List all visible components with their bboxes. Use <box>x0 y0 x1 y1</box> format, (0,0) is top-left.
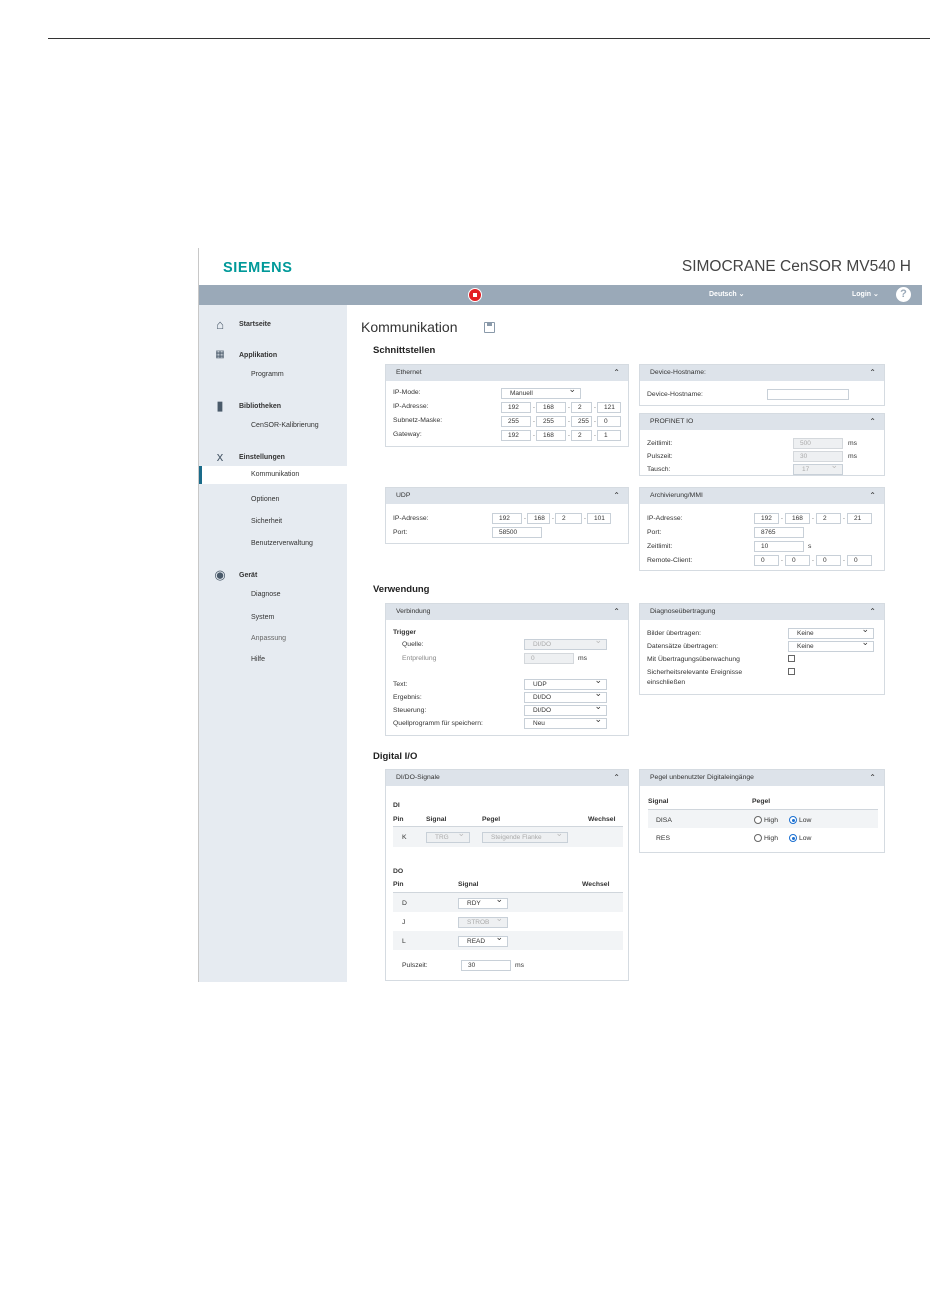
low-radio[interactable] <box>789 834 797 842</box>
tausch-label: Tausch: <box>647 466 671 473</box>
mask-octet-3[interactable]: 255 <box>571 416 592 427</box>
card-header[interactable] <box>640 365 884 381</box>
dot-separator: . <box>594 417 596 424</box>
sicherheit-checkbox[interactable] <box>788 668 795 675</box>
chevron-up-icon[interactable]: ⌃ <box>613 368 620 377</box>
ergebnis-label: Ergebnis: <box>393 694 422 701</box>
card-header[interactable] <box>640 770 884 786</box>
archiv-ip-octet-2[interactable]: 168 <box>785 513 810 524</box>
chevron-up-icon[interactable]: ⌃ <box>869 368 876 377</box>
bilder-select[interactable]: Keine ⌄ <box>788 628 874 639</box>
pegel-header-pegel: Pegel <box>752 798 771 805</box>
text-select[interactable]: UDP ⌄ <box>524 679 607 690</box>
card-title: DI/DO-Signale <box>396 774 440 781</box>
sidebar-item-benutzerverwaltung[interactable]: Benutzerverwaltung <box>251 540 313 547</box>
help-icon[interactable]: ? <box>896 287 911 302</box>
high-radio[interactable] <box>754 834 762 842</box>
di-header-pegel: Pegel <box>482 816 501 823</box>
sidebar-item-censor-kalibrierung[interactable]: CenSOR-Kalibrierung <box>251 422 319 429</box>
sidebar-item-bibliotheken[interactable]: Bibliotheken <box>239 403 282 410</box>
dot-separator: . <box>568 417 570 424</box>
login-menu[interactable] <box>852 290 879 298</box>
card-header[interactable] <box>386 604 628 620</box>
table-row <box>648 810 878 828</box>
quelle-select[interactable]: DI/DO ⌄ <box>524 639 607 650</box>
remote-octet-1[interactable]: 0 <box>754 555 779 566</box>
card-header[interactable] <box>640 604 884 620</box>
do-pulszeit-label: Pulszeit: <box>402 962 428 969</box>
chevron-up-icon[interactable]: ⌃ <box>869 773 876 782</box>
di-row-pin: K <box>402 834 407 841</box>
section-digital-io: Digital I/O <box>373 751 418 762</box>
main-content <box>347 305 922 982</box>
ip-address-label: IP-Adresse: <box>393 403 429 410</box>
unit-label: s <box>808 543 812 550</box>
di-header-wechsel: Wechsel <box>588 816 616 823</box>
top-bar <box>199 248 922 285</box>
section-schnittstellen: Schnittstellen <box>373 345 436 356</box>
entprellung-input[interactable]: 0 <box>524 653 574 664</box>
card-header[interactable] <box>640 414 884 430</box>
text-label: Text: <box>393 681 408 688</box>
card-title: Ethernet <box>396 369 422 376</box>
remote-octet-2[interactable]: 0 <box>785 555 810 566</box>
di-pegel-select[interactable]: Steigende Flanke ⌄ <box>482 832 568 843</box>
ip-mode-select[interactable]: Manuell ⌄ <box>501 388 581 399</box>
ip-octet-4[interactable]: 121 <box>597 402 621 413</box>
do-header-pin: Pin <box>393 881 404 888</box>
high-label: High <box>764 817 778 824</box>
do-row-pin: L <box>402 938 406 945</box>
pegel-row-signal: DISA <box>656 817 672 824</box>
pulszeit-input[interactable]: 30 <box>793 451 843 462</box>
dot-separator: . <box>584 514 586 521</box>
udp-ip-octet-3[interactable]: 2 <box>555 513 582 524</box>
sidebar-item-diagnose[interactable]: Diagnose <box>251 591 281 598</box>
bilder-label: Bilder übertragen: <box>647 630 702 637</box>
table-row <box>393 931 623 950</box>
profinet-card <box>639 413 885 476</box>
gateway-octet-1[interactable]: 192 <box>501 430 531 441</box>
datensaetze-select[interactable]: Keine ⌄ <box>788 641 874 652</box>
high-radio[interactable] <box>754 816 762 824</box>
diagnoseuebertragung-card <box>639 603 885 695</box>
trigger-heading: Trigger <box>393 629 417 636</box>
archiv-ip-octet-1[interactable]: 192 <box>754 513 779 524</box>
chevron-up-icon[interactable]: ⌃ <box>613 773 620 782</box>
sicherheit-label: Sicherheitsrelevante Ereignisse <box>647 669 743 676</box>
quellprogramm-select[interactable]: Neu ⌄ <box>524 718 607 729</box>
unit-label: ms <box>848 453 858 460</box>
archivierung-card <box>639 487 885 571</box>
mask-octet-1[interactable]: 255 <box>501 416 531 427</box>
ueberwachung-checkbox[interactable] <box>788 655 795 662</box>
do-signal-select[interactable]: READ ⌄ <box>458 936 508 947</box>
card-title: Pegel unbenutzter Digitaleingänge <box>650 774 754 781</box>
chevron-up-icon[interactable]: ⌃ <box>613 607 620 616</box>
mask-octet-4[interactable]: 0 <box>597 416 621 427</box>
udp-ip-label: IP-Adresse: <box>393 515 429 522</box>
sidebar-item-system[interactable]: System <box>251 614 275 621</box>
ip-octet-3[interactable]: 2 <box>571 402 592 413</box>
tausch-select[interactable]: 17 ⌄ <box>793 464 843 475</box>
chevron-up-icon[interactable]: ⌃ <box>869 417 876 426</box>
udp-port-label: Port: <box>393 529 408 536</box>
do-pulszeit-input[interactable]: 30 <box>461 960 511 971</box>
dot-separator: . <box>568 431 570 438</box>
gateway-octet-2[interactable]: 168 <box>536 430 566 441</box>
card-header[interactable] <box>386 770 628 786</box>
zeitlimit-label: Zeitlimit: <box>647 440 673 447</box>
book-icon: ▮ <box>216 398 224 413</box>
remote-octet-4[interactable]: 0 <box>847 555 872 566</box>
di-header-pin: Pin <box>393 816 404 823</box>
do-row-pin: D <box>402 900 407 907</box>
datensaetze-label: Datensätze übertragen: <box>647 643 719 650</box>
card-title: PROFINET IO <box>650 418 694 425</box>
di-heading: DI <box>393 802 400 809</box>
do-signal-select[interactable]: RDY ⌄ <box>458 898 508 909</box>
udp-ip-octet-4[interactable]: 101 <box>587 513 611 524</box>
ergebnis-select[interactable]: DI/DO ⌄ <box>524 692 607 703</box>
pegel-row-signal: RES <box>656 835 670 842</box>
dot-separator: . <box>533 403 535 410</box>
do-row-pin: J <box>402 919 406 926</box>
udp-port-input[interactable]: 58500 <box>492 527 542 538</box>
dot-separator: . <box>812 556 814 563</box>
unit-label: ms <box>515 962 525 969</box>
archiv-ip-octet-3[interactable]: 2 <box>816 513 841 524</box>
pulszeit-label: Pulszeit: <box>647 453 673 460</box>
remote-octet-3[interactable]: 0 <box>816 555 841 566</box>
chevron-up-icon[interactable]: ⌃ <box>869 607 876 616</box>
page-title: Kommunikation <box>361 319 458 335</box>
archiv-ip-label: IP-Adresse: <box>647 515 683 522</box>
do-heading: DO <box>393 868 404 875</box>
steuerung-label: Steuerung: <box>393 707 427 714</box>
pegel-card <box>639 769 885 853</box>
gateway-octet-4[interactable]: 1 <box>597 430 621 441</box>
subnet-mask-label: Subnetz-Maske: <box>393 417 443 424</box>
dot-separator: . <box>812 514 814 521</box>
section-verwendung: Verwendung <box>373 584 430 595</box>
remote-client-label: Remote-Client: <box>647 557 693 564</box>
mask-octet-2[interactable]: 255 <box>536 416 566 427</box>
di-header-signal: Signal <box>426 816 447 823</box>
sidebar-item-hilfe[interactable]: Hilfe <box>251 656 266 663</box>
chevron-down-icon: ⌄ <box>738 291 745 298</box>
sidebar-item-applikation[interactable]: Applikation <box>239 352 278 359</box>
sidebar-item-startseite[interactable]: Startseite <box>239 321 271 328</box>
dot-separator: . <box>843 514 845 521</box>
ip-octet-1[interactable]: 192 <box>501 402 531 413</box>
status-bar <box>199 285 922 305</box>
dot-separator: . <box>552 514 554 521</box>
dido-card <box>385 769 629 981</box>
archiv-port-label: Port: <box>647 529 662 536</box>
login-label: Login <box>852 291 872 298</box>
udp-ip-octet-2[interactable]: 168 <box>527 513 550 524</box>
sidebar-item-optionen[interactable]: Optionen <box>251 496 280 503</box>
quellprogramm-label: Quellprogramm für speichern: <box>393 720 483 727</box>
udp-card <box>385 487 629 544</box>
dot-separator: . <box>568 403 570 410</box>
do-header-signal: Signal <box>458 881 479 888</box>
chevron-down-icon: ⌄ <box>873 291 879 298</box>
card-header[interactable] <box>386 488 628 504</box>
sidebar-item-anpassung[interactable]: Anpassung <box>251 635 287 642</box>
quelle-label: Quelle: <box>402 641 424 648</box>
hostname-card <box>639 364 885 406</box>
chevron-up-icon[interactable]: ⌃ <box>869 491 876 500</box>
sidebar-item-geraet[interactable]: Gerät <box>239 572 258 579</box>
apps-grid-icon: ▦ <box>215 349 225 360</box>
card-title: UDP <box>396 492 411 499</box>
archiv-zeitlimit-input[interactable]: 10 <box>754 541 804 552</box>
card-header[interactable] <box>386 365 628 381</box>
sicherheit-label-cont: einschließen <box>647 679 686 686</box>
gateway-label: Gateway: <box>393 431 422 438</box>
language-selector[interactable] <box>709 290 744 298</box>
save-icon[interactable] <box>484 322 495 333</box>
card-header[interactable] <box>640 488 884 504</box>
card-title: Device-Hostname: <box>650 369 706 376</box>
dot-separator: . <box>533 417 535 424</box>
archiv-zeitlimit-label: Zeitlimit: <box>647 543 673 550</box>
chevron-up-icon[interactable]: ⌃ <box>613 491 620 500</box>
ip-octet-2[interactable]: 168 <box>536 402 566 413</box>
high-label: High <box>764 835 778 842</box>
dot-separator: . <box>594 403 596 410</box>
zeitlimit-input[interactable]: 500 <box>793 438 843 449</box>
dot-separator: . <box>843 556 845 563</box>
home-icon: ⌂ <box>216 317 224 332</box>
pegel-header-signal: Signal <box>648 798 669 805</box>
hostname-input[interactable] <box>767 389 849 400</box>
verbindung-card <box>385 603 629 736</box>
device-icon: ◉ <box>214 567 226 582</box>
card-title: Verbindung <box>396 608 431 615</box>
archiv-port-input[interactable]: 8765 <box>754 527 804 538</box>
dot-separator: . <box>781 514 783 521</box>
card-title: Diagnoseübertragung <box>650 608 716 615</box>
low-label: Low <box>799 817 812 824</box>
ethernet-card <box>385 364 629 447</box>
dot-separator: . <box>524 514 526 521</box>
udp-ip-octet-1[interactable]: 192 <box>492 513 522 524</box>
unit-label: ms <box>578 655 588 662</box>
steuerung-select[interactable]: DI/DO ⌄ <box>524 705 607 716</box>
low-radio[interactable] <box>789 816 797 824</box>
low-label: Low <box>799 835 812 842</box>
sidebar-item-sicherheit[interactable]: Sicherheit <box>251 518 283 525</box>
sidebar-item-einstellungen[interactable]: Einstellungen <box>239 454 285 461</box>
do-signal-select[interactable]: STROB ⌄ <box>458 917 508 928</box>
stop-icon[interactable] <box>468 288 482 302</box>
card-title: Archivierung/MMI <box>650 492 703 499</box>
ueberwachung-label: Mit Übertragungsüberwachung <box>647 656 740 663</box>
di-signal-select[interactable]: TRG ⌄ <box>426 832 470 843</box>
product-title: SIMOCRANE CenSOR MV540 H <box>681 258 911 275</box>
dot-separator: . <box>533 431 535 438</box>
sidebar <box>199 305 347 982</box>
wrench-icon: x <box>216 449 224 464</box>
sidebar-item-label: Kommunikation <box>251 471 300 478</box>
language-label: Deutsch <box>709 291 737 298</box>
table-row <box>393 893 623 912</box>
entprellung-label: Entprellung <box>402 655 437 662</box>
document-header-rule <box>48 38 930 39</box>
dot-separator: . <box>781 556 783 563</box>
archiv-ip-octet-4[interactable]: 21 <box>847 513 872 524</box>
unit-label: ms <box>848 440 858 447</box>
do-header-wechsel: Wechsel <box>582 881 610 888</box>
ip-mode-label: IP-Mode: <box>393 389 421 396</box>
sidebar-item-kommunikation[interactable] <box>199 466 347 484</box>
hostname-label: Device-Hostname: <box>647 391 703 398</box>
dot-separator: . <box>594 431 596 438</box>
siemens-logo: SIEMENS <box>223 260 293 276</box>
app-screenshot <box>198 248 922 982</box>
sidebar-item-programm[interactable]: Programm <box>251 371 284 378</box>
gateway-octet-3[interactable]: 2 <box>571 430 592 441</box>
